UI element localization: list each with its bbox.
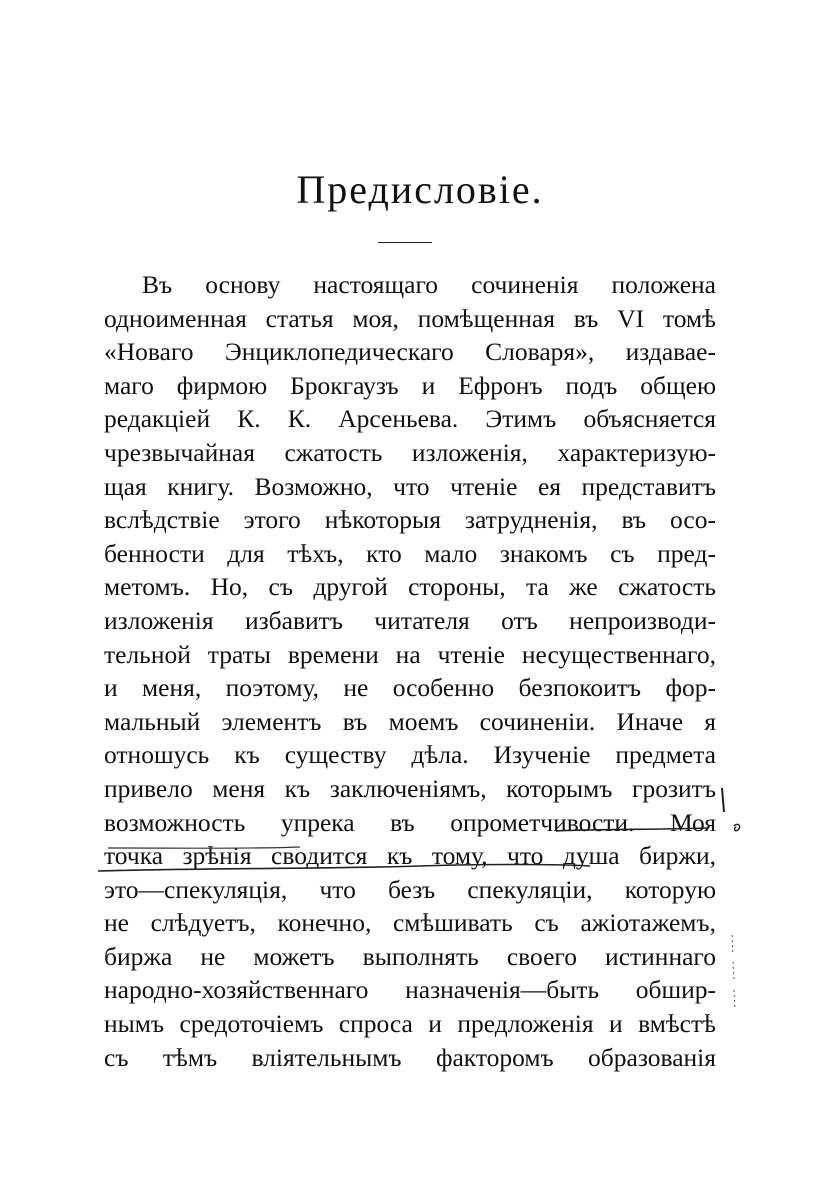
- margin-stroke: [732, 935, 735, 1010]
- text-line: биржа не можетъ выполнять своего истиннаго: [104, 941, 716, 971]
- page-title: Предисловіе.: [296, 167, 544, 212]
- text-line: не слѣдуетъ, конечно, смѣшивать съ ажіотажемъ,: [104, 908, 716, 938]
- text-line: изложенія избавитъ читателя отъ непроизводи-: [104, 605, 716, 635]
- text-line: привело меня къ заключеніямъ, которымъ грозитъ: [104, 773, 716, 803]
- text-line: Въ основу настоящаго сочиненія положена: [142, 270, 716, 299]
- text-line: возможность упрека въ опрометчивости. Моя: [104, 807, 716, 837]
- text-line: метомъ. Но, съ другой стороны, та же сжатость: [104, 572, 716, 602]
- text-line: нымъ средоточіемъ спроса и предложенія и вмѣстѣ: [104, 1009, 716, 1039]
- text-line: вслѣдствіе этого нѣкоторыя затрудненія, въ осо-: [104, 505, 716, 535]
- text-line: съ тѣмъ вліятельнымъ факторомъ образованія: [104, 1042, 716, 1072]
- body-text: [104, 268, 716, 1074]
- margin-mark: [734, 824, 740, 830]
- text-line: народно-хозяйственнаго назначенія—быть обшир-: [104, 975, 716, 1005]
- margin-stroke: [722, 788, 724, 812]
- text-line: редакціей К. К. Арсеньева. Этимъ объясняется: [104, 404, 716, 434]
- text-line: и меня, поэтому, не особенно безпокоитъ фор-: [104, 673, 716, 703]
- text-line: это—спекуляція, что безъ спекуляціи, которую: [104, 874, 716, 904]
- text-line: «Новаго Энциклопедическаго Словаря», издавае-: [104, 337, 716, 367]
- text-line: отношусь къ существу дѣла. Изученіе предмета: [104, 740, 716, 770]
- title-divider: [378, 242, 432, 243]
- text-line: тельной траты времени на чтеніе несущественнаго,: [104, 639, 716, 669]
- text-line: одноименная статья моя, помѣщенная въ VI томѣ: [104, 303, 716, 333]
- text-line: маго фирмою Брокгаузъ и Ефронъ подъ общею: [104, 370, 716, 400]
- text-line: щая книгу. Возможно, что чтеніе ея представитъ: [104, 471, 716, 501]
- text-line: мальный элементъ въ моемъ сочиненіи. Иначе я: [104, 706, 716, 736]
- text-line: чрезвычайная сжатость изложенія, характеризую-: [104, 437, 716, 467]
- text-line: точка зрѣнія сводится къ тому, что душа биржи,: [104, 841, 716, 871]
- text-line: бенности для тѣхъ, кто мало знакомъ съ пред-: [104, 538, 716, 568]
